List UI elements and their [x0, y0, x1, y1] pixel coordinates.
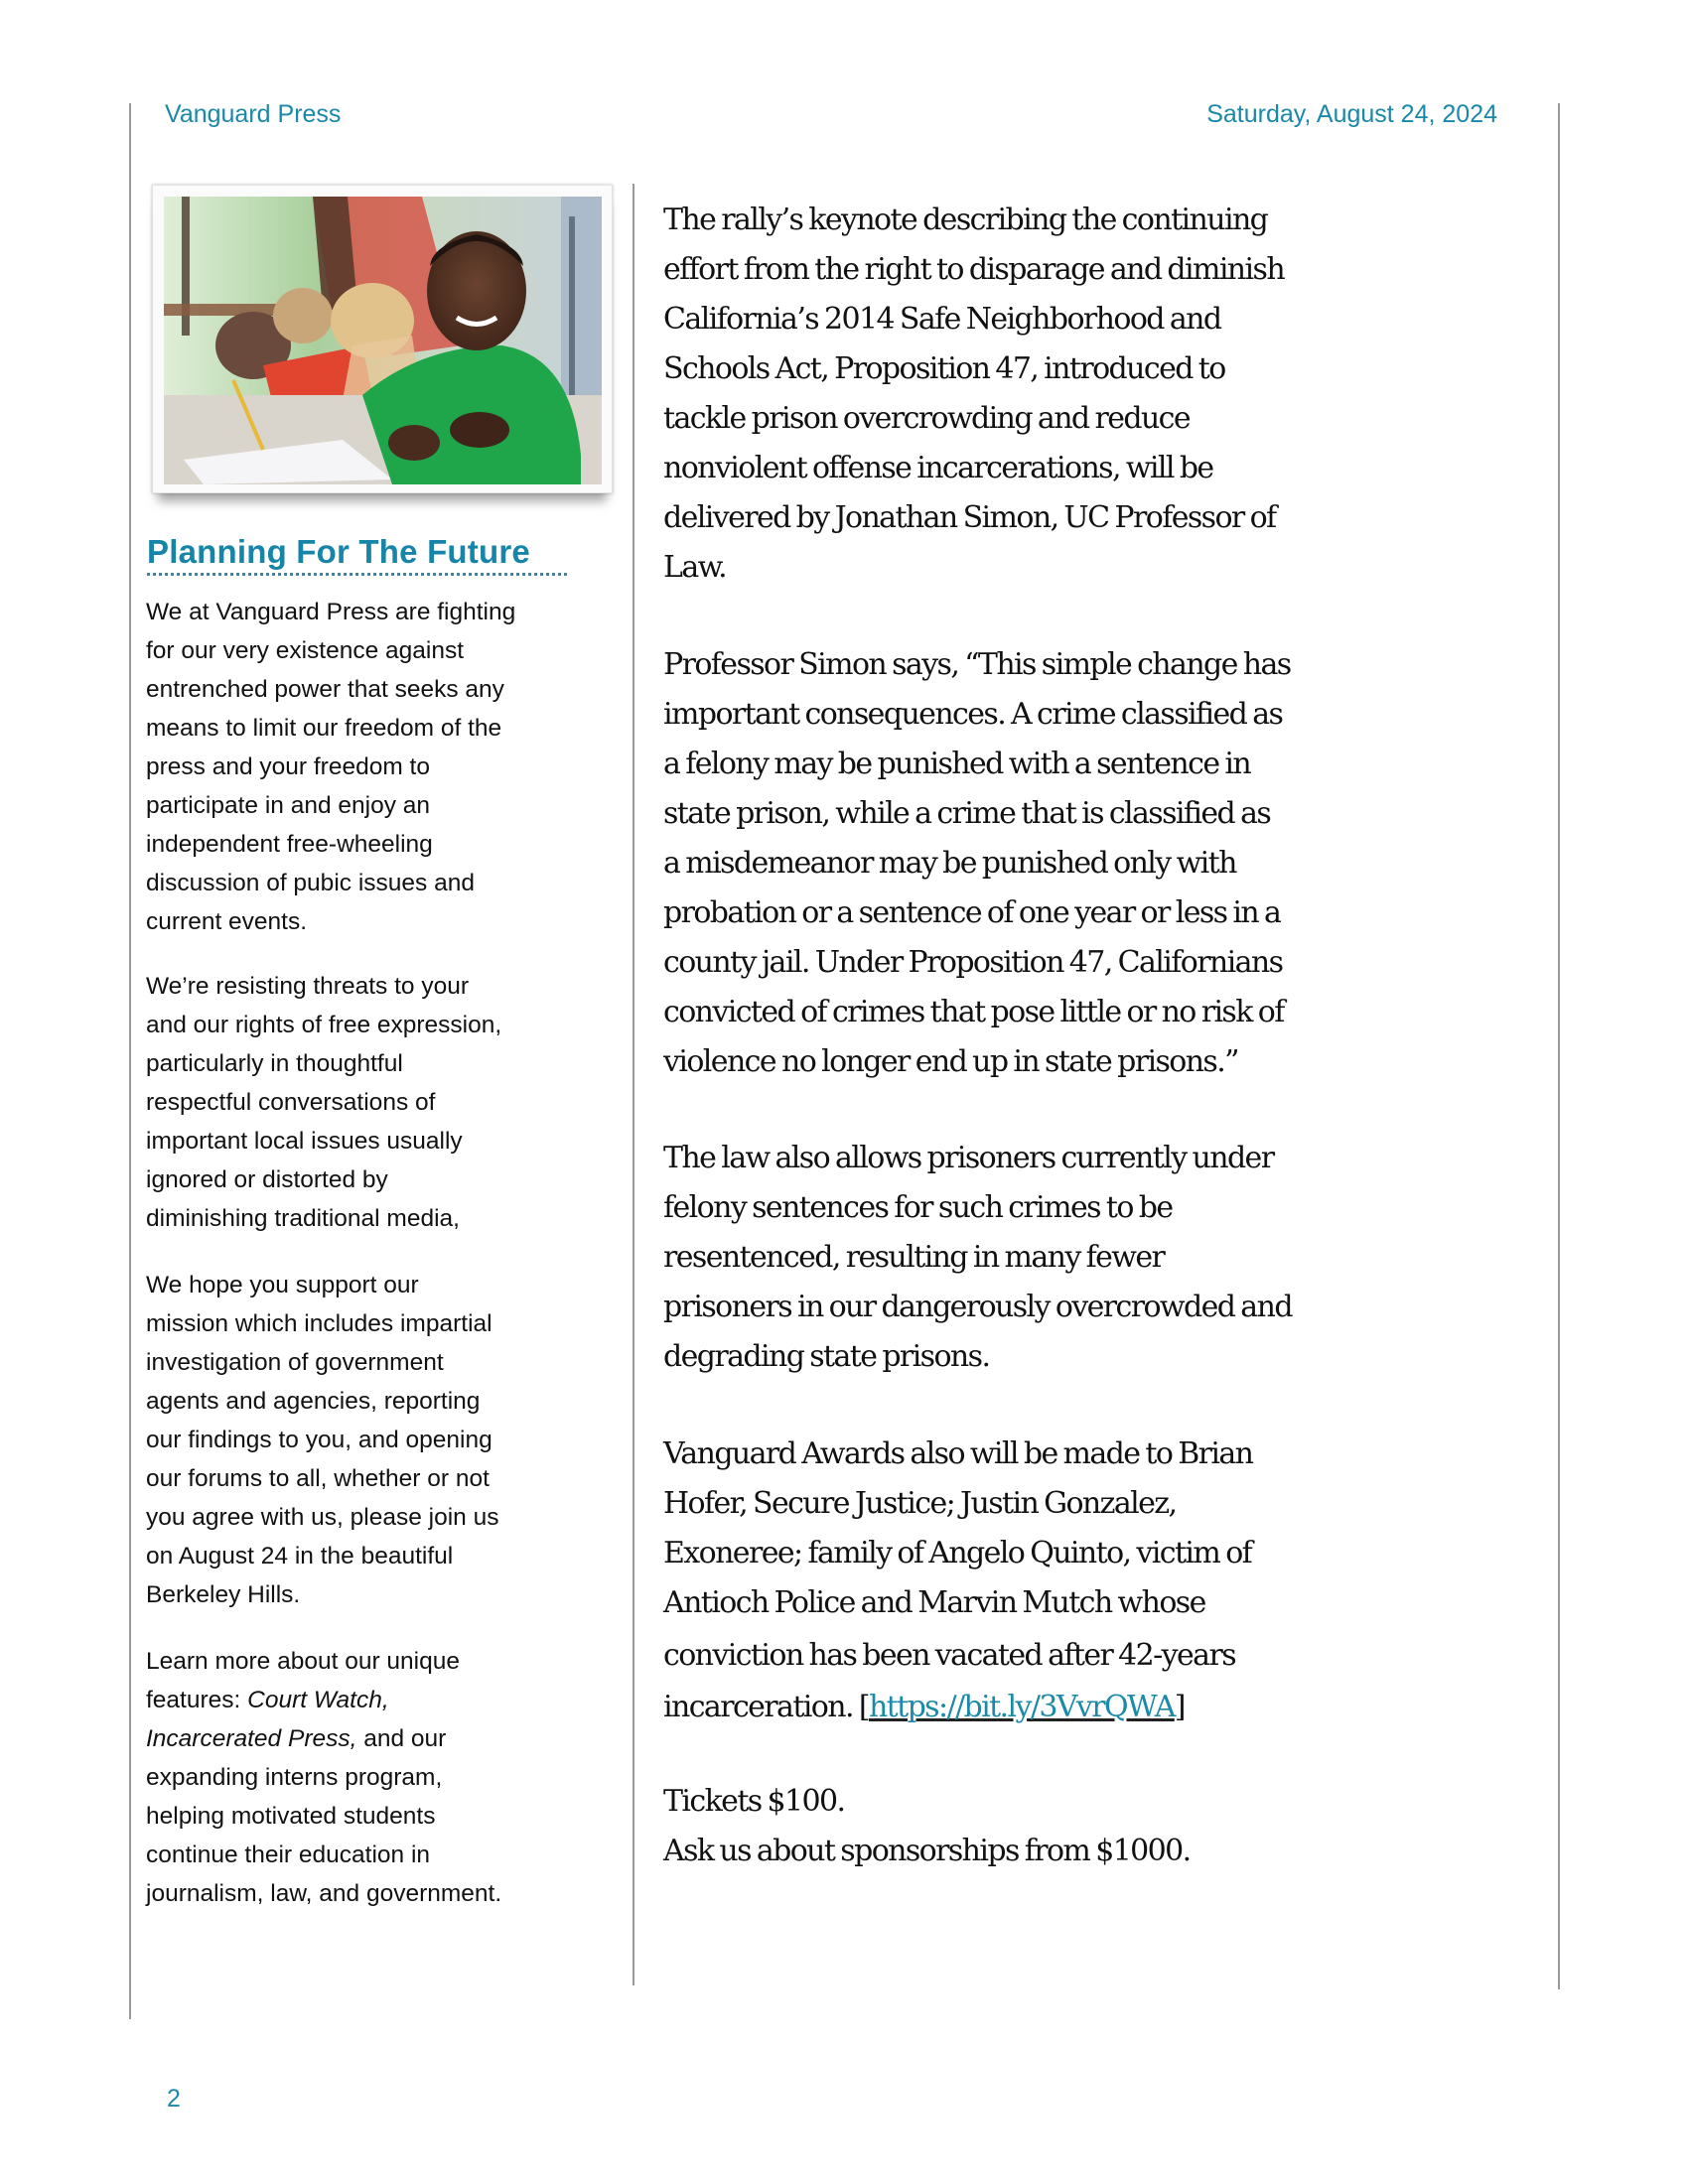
- sponsorships-info: Ask us about sponsorships from $1000.: [663, 1834, 1191, 1868]
- bitly-link[interactable]: https://bit.ly/3VvrQWA: [868, 1690, 1175, 1724]
- text-line: mission which includes impartial: [146, 1310, 492, 1337]
- article-paragraph-2: [663, 640, 1537, 1087]
- feature-incarcerated-press: Incarcerated Press,: [146, 1725, 357, 1752]
- text-line: We hope you support our: [146, 1272, 419, 1298]
- text-line: California’s 2014 Safe Neighborhood and: [663, 302, 1221, 337]
- text-line: our findings to you, and opening: [146, 1427, 492, 1453]
- text-line: you agree with us, please join us: [146, 1504, 499, 1531]
- text-line: current events.: [146, 908, 308, 935]
- text-fragment: and our: [356, 1725, 447, 1752]
- text-line: important local issues usually: [146, 1128, 463, 1155]
- feature-court-watch: Court Watch,: [247, 1687, 389, 1713]
- text-line: independent free-wheeling: [146, 831, 433, 858]
- text-line: [663, 1683, 1537, 1732]
- text-line: conviction has been vacated after 42-years: [663, 1638, 1235, 1673]
- text-line: and our rights of free expression,: [146, 1012, 502, 1038]
- tickets-price: Tickets $100.: [663, 1784, 845, 1819]
- text-line: agents and agencies, reporting: [146, 1388, 481, 1415]
- text-line: state prison, while a crime that is classified as: [663, 796, 1271, 831]
- text-line: resentenced, resulting in many fewer: [663, 1240, 1165, 1275]
- text-line: Hofer, Secure Justice; Justin Gonzalez,: [663, 1486, 1177, 1521]
- text-line: [146, 1681, 603, 1719]
- text-line: Learn more about our unique: [146, 1648, 460, 1675]
- text-line: continue their education in: [146, 1842, 431, 1868]
- text-line: Berkeley Hills.: [146, 1581, 301, 1608]
- column-divider-rule: [633, 184, 634, 1985]
- text-line: a felony may be punished with a sentence in: [663, 747, 1251, 781]
- text-line: for our very existence against: [146, 637, 465, 664]
- sidebar-paragraph-1: [146, 593, 603, 941]
- text-line: Vanguard Awards also will be made to Brian: [663, 1436, 1253, 1471]
- text-line: violence no longer end up in state prisons.”: [663, 1044, 1238, 1079]
- text-line: probation or a sentence of one year or less in a: [663, 895, 1281, 930]
- text-line: press and your freedom to: [146, 753, 430, 780]
- text-line: entrenched power that seeks any: [146, 676, 504, 703]
- text-line: respectful conversations of: [146, 1089, 436, 1116]
- article-paragraph-4: [663, 1430, 1537, 1732]
- sidebar-paragraph-4: [146, 1642, 603, 1913]
- text-line: nonviolent offense incarcerations, will be: [663, 451, 1213, 485]
- text-line: Schools Act, Proposition 47, introduced to: [663, 351, 1225, 386]
- text-line: particularly in thoughtful: [146, 1050, 403, 1077]
- text-line: effort from the right to disparage and diminish: [663, 252, 1285, 287]
- text-fragment: incarceration. [: [663, 1690, 869, 1724]
- text-line: journalism, law, and government.: [146, 1880, 502, 1907]
- issue-date: Saturday, August 24, 2024: [1206, 100, 1497, 128]
- text-line: diminishing traditional media,: [146, 1205, 460, 1232]
- page-number: 2: [167, 2085, 181, 2113]
- text-line: We’re resisting threats to your: [146, 973, 469, 1000]
- text-line: on August 24 in the beautiful: [146, 1543, 454, 1570]
- ticket-info: [663, 1777, 1537, 1876]
- features-label: features:: [146, 1687, 248, 1713]
- left-border-rule: [129, 103, 131, 2019]
- text-line: tackle prison overcrowding and reduce: [663, 401, 1191, 436]
- text-line: degrading state prisons.: [663, 1339, 990, 1374]
- text-line: investigation of government: [146, 1349, 444, 1376]
- classroom-photo-illustration: [164, 197, 602, 484]
- text-line: Law.: [663, 550, 727, 585]
- text-line: Exoneree; family of Angelo Quinto, victim of: [663, 1536, 1252, 1570]
- text-line: our forums to all, whether or not: [146, 1465, 490, 1492]
- text-line: important consequences. A crime classified as: [663, 697, 1283, 732]
- publication-name: Vanguard Press: [165, 100, 342, 128]
- text-line: participate in and enjoy an: [146, 792, 431, 819]
- text-line: prisoners in our dangerously overcrowded and: [663, 1290, 1292, 1324]
- text-line: Professor Simon says, “This simple change has: [663, 647, 1291, 682]
- article-paragraph-1: [663, 196, 1537, 593]
- text-line: county jail. Under Proposition 47, Californians: [663, 945, 1283, 980]
- right-border-rule: [1558, 103, 1560, 1989]
- text-line: convicted of crimes that pose little or no risk of: [663, 995, 1284, 1029]
- classroom-photo: [164, 197, 602, 484]
- sidebar-paragraph-3: [146, 1266, 603, 1614]
- sidebar-heading: Planning For The Future: [147, 533, 530, 570]
- text-fragment: ]: [1174, 1690, 1185, 1724]
- text-line: expanding interns program,: [146, 1764, 443, 1791]
- text-line: helping motivated students: [146, 1803, 436, 1830]
- text-line: ignored or distorted by: [146, 1166, 388, 1193]
- heading-dotted-underline: [147, 573, 567, 576]
- text-line: discussion of pubic issues and: [146, 870, 475, 896]
- article-paragraph-3: [663, 1134, 1537, 1382]
- text-line: a misdemeanor may be punished only with: [663, 846, 1236, 881]
- text-line: Antioch Police and Marvin Mutch whose: [663, 1585, 1205, 1620]
- text-line: delivered by Jonathan Simon, UC Professor of: [663, 500, 1276, 535]
- text-line: We at Vanguard Press are fighting: [146, 599, 516, 625]
- text-line: The law also allows prisoners currently under: [663, 1141, 1274, 1175]
- text-line: felony sentences for such crimes to be: [663, 1190, 1173, 1225]
- sidebar-paragraph-2: [146, 967, 603, 1238]
- text-line: [146, 1719, 603, 1758]
- text-line: The rally’s keynote describing the continuing: [663, 203, 1268, 237]
- sidebar-photo-frame: [152, 185, 613, 493]
- text-line: means to limit our freedom of the: [146, 715, 502, 742]
